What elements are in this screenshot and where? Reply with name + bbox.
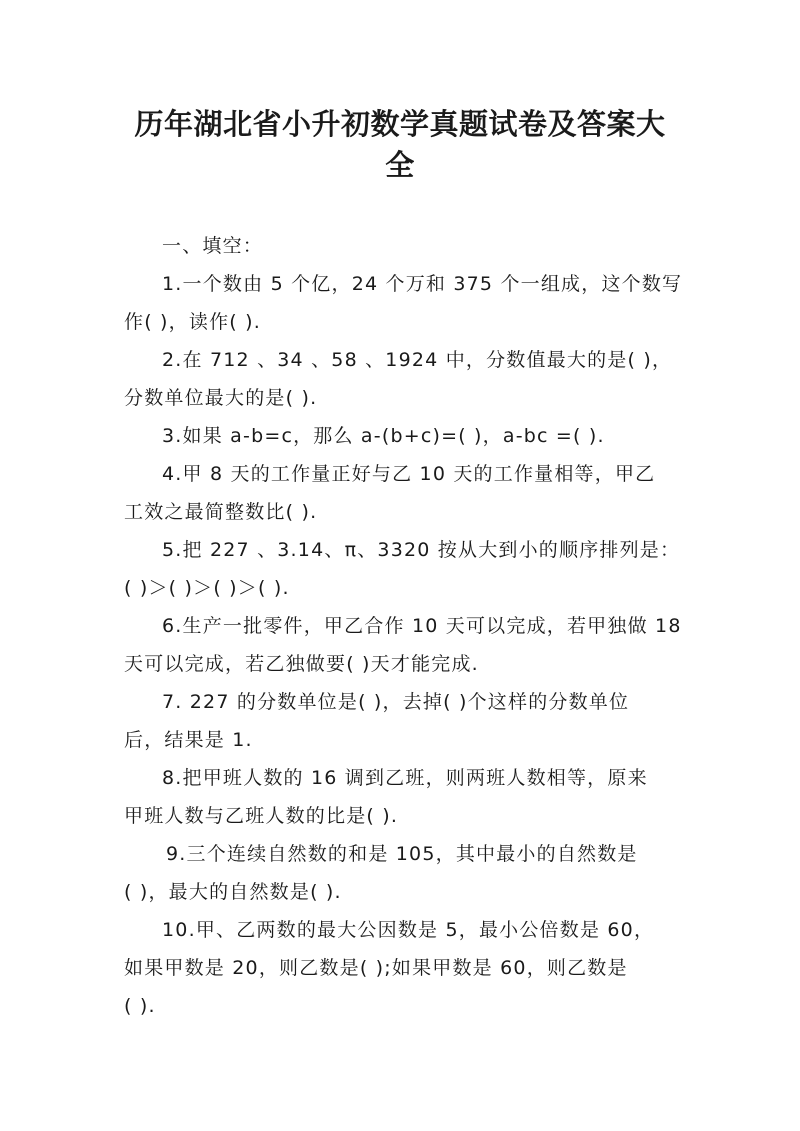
- question-6-line-2: 天可以完成，若乙独做要( )天才能完成.: [124, 653, 479, 675]
- question-7-line-1: 7. 227 的分数单位是( )，去掉( )个这样的分数单位: [162, 691, 630, 713]
- question-5-line-1: 5.把 227 、3.14、π、3320 按从大到小的顺序排列是：: [162, 539, 681, 561]
- question-8-line-1: 8.把甲班人数的 16 调到乙班，则两班人数相等，原来: [162, 767, 648, 789]
- question-8-line-2: 甲班人数与乙班人数的比是( ).: [124, 805, 399, 827]
- question-1-line-2: 作( )，读作( ).: [124, 311, 261, 333]
- question-3-line-1: 3.如果 a-b=c，那么 a-(b+c)=( )，a-bc =( ).: [162, 425, 605, 447]
- section-heading: 一、填空：: [162, 235, 264, 257]
- question-1-line-1: 1.一个数由 5 个亿，24 个万和 375 个一组成，这个数写: [162, 273, 683, 295]
- question-4-line-1: 4.甲 8 天的工作量正好与乙 10 天的工作量相等，甲乙: [162, 463, 656, 485]
- question-5-line-2: ( )＞( )＞( )＞( ).: [124, 577, 290, 599]
- document-title-line-2: 全: [385, 148, 415, 182]
- question-10-line-2: 如果甲数是 20，则乙数是( );如果甲数是 60，则乙数是: [124, 957, 628, 979]
- question-6-line-1: 6.生产一批零件，甲乙合作 10 天可以完成，若甲独做 18: [162, 615, 682, 637]
- question-10-line-1: 10.甲、乙两数的最大公因数是 5，最小公倍数是 60，: [162, 919, 655, 941]
- question-9-line-2: ( )，最大的自然数是( ).: [124, 881, 342, 903]
- question-2-line-1: 2.在 712 、34 、58 、1924 中，分数值最大的是( )，: [162, 349, 673, 371]
- document-title-line-1: 历年湖北省小升初数学真题试卷及答案大: [134, 107, 666, 141]
- question-2-line-2: 分数单位最大的是( ).: [124, 387, 318, 409]
- question-9-line-1: 9.三个连续自然数的和是 105，其中最小的自然数是: [166, 843, 638, 865]
- question-10-line-3: ( ).: [124, 995, 156, 1017]
- question-7-line-2: 后，结果是 1.: [124, 729, 253, 751]
- question-4-line-2: 工效之最简整数比( ).: [124, 501, 318, 523]
